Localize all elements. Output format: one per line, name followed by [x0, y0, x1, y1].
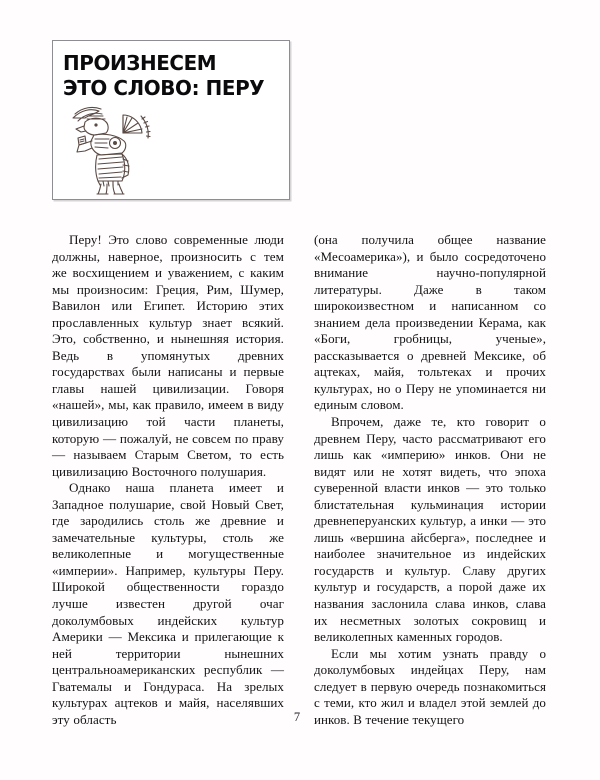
chapter-title-line-2: ЭТО СЛОВО: ПЕРУ: [63, 76, 265, 100]
page-number: 7: [293, 710, 301, 724]
chapter-title: [63, 51, 281, 101]
paragraph: Однако наша планета имеет и Западное полушарие, свой Новый Свет, где зародились столь же древние и замечательные культуры, столь же великолепные и могущественные «империи». Например, культуры Перу. Широкой общественности гораздо лучше известен другой очаг доколумбовых индейских культур Америки — Мексика и прилегающие к ней территории нынешних центральноамериканских республик — Гватемалы и Гондураса. На зрелых культурах ацтеков и майя, населявших эту область: [52, 480, 284, 727]
chapter-title-block: [52, 40, 290, 200]
aztec-warrior-figure-icon: [65, 105, 161, 197]
paragraph: Перу! Это слово современные люди должны, наверное, произносить с тем же восхищением и уважением, с каким мы произносим: Греция, Рим, Шумер, Вавилон или Египет. Историю этих прославленных культур знает всякий. Это, собственно, и нынешняя история. Ведь в упомянутых древних государствах были написаны и первые главы нашей цивилизации. Говоря «нашей», мы, как правило, имеем в виду цивилизацию той части планеты, которую — пожалуй, не совсем по праву — называем Старым Светом, то есть цивилизацию Восточного полушария.: [52, 232, 284, 479]
paragraph: (она получила общее название «Месоамерика»), и было сосредоточено внимание научно-популярной литературы. Даже в таком широкоизвестном и написанном со знанием дела произведении Керама, как «Боги, гробницы, ученые», рассказывается о древней Мексике, об ацтеках, майя, тольтеках и прочих культурах, но о Перу не упоминается ни единым словом.: [314, 232, 546, 413]
chapter-title-line-1: ПРОИЗНЕСЕМ: [63, 51, 217, 75]
paragraph: Впрочем, даже те, кто говорит о древнем Перу, часто рассматривают его лишь как «империю» инков. Они не видят или не хотят видеть, что эпоха суверенной власти инков — это только блистательная кульминация истории древнеперуанских культур, а инки — это лишь «вершина айсберга», последнее и наиболее значительное из индейских государств и культур. Славу других культур и государств, а порой даже их названия заслонила слава инков, слава их несметных золотых сокровищ и великолепных каменных городов.: [314, 414, 546, 645]
body-text-columns: [52, 232, 546, 727]
paragraph: Если мы хотим узнать правду о доколумбовых индейцах Перу, нам следует в первую очередь познакомиться с теми, кто жил и владел этой землей до инков. В течение текущего: [314, 645, 546, 727]
right-column: [314, 232, 546, 728]
left-column: [52, 232, 284, 728]
